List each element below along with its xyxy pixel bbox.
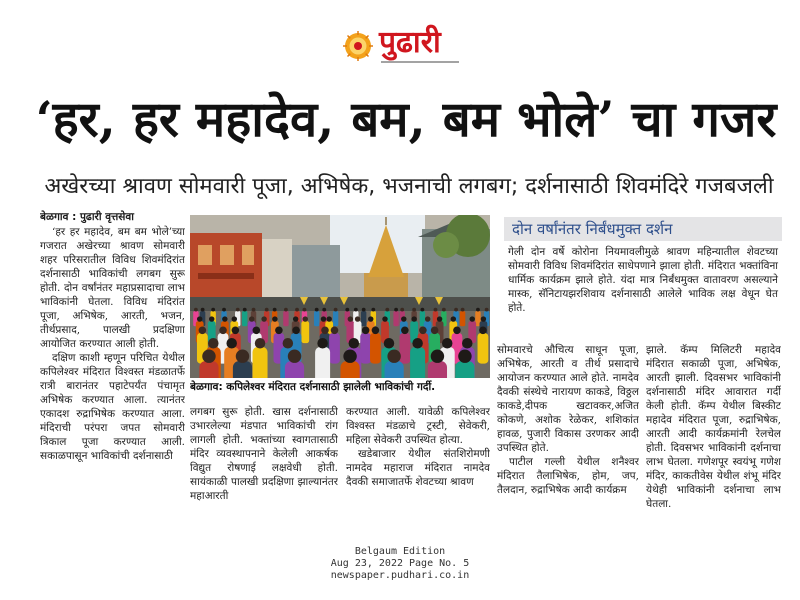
crowd-photo — [190, 215, 490, 378]
article-column-2 — [190, 405, 338, 523]
masthead-brand: पुढारी — [379, 25, 441, 60]
photo-caption: बेळगाव: कपिलेश्वर मंदिरात दर्शनासाठी झालेली भाविकांची गर्दी. — [190, 381, 436, 393]
body-paragraph: झाले. कॅम्प मिलिटरी महादेव मंदिरात सकाळी पूजा, अभिषेक, आरती झाली. दिवसभर भाविकांनी दर्शनासाठी मंदिर आवारात गर्दी केली होती. कॅम्प येथील बिस्कीट महादेव मंदिरात पूजा, रुद्राभिषेक, आरती आदी कार्यक्रमांनी रेलचेल होती. दिवसभर भाविकांनी दर्शनाचा लाभ घेतला. गणेशपूर स्वयंभू गणेश मंदिर, काकतीवेस येथील शंभू मंदिर येथेही भाविकांनी दर्शनाचा लाभ घेतला. — [646, 344, 781, 510]
footer-edition: Belgaum Edition — [354, 546, 446, 557]
crowd-photo-image — [190, 215, 490, 378]
edition-footer — [0, 546, 800, 582]
masthead-emblem-icon — [342, 30, 374, 62]
article-column-1 — [40, 225, 185, 523]
body-paragraph: पाटील गल्ली येथील शनैश्वर मंदिरात तैलाभिषेक, होम, जप, तैलदान, रुद्राभिषेक आदी कार्यक्रम — [497, 456, 639, 496]
body-paragraph: दक्षिण काशी म्हणून परिचित येथील कपिलेश्वर मंदिरात विश्वस्त मंडळातर्फे रात्री बारानंतर पहाटेपर्यंत पंचामृत अभिषेक करण्यात आला. त्यानंतर एकादश रुद्राभिषेक करण्यात आला. मंदिराची परंपरा जपत सोमवारी त्रिकाल पूजा करण्यात आली. सकाळपासून भाविकांची दर्शनासाठी — [40, 352, 185, 462]
body-paragraph: सोमवारचे औचित्य साधून पूजा, अभिषेक, आरती व तीर्थ प्रसादाचे आयोजन करण्यात आले होते. नामदेव दैवकी संस्थेचे नारायण काकडे, विठ्ठल काकडे,दीपक खटावकर,अजित कोकणे, अशोक रेळेकर, शशिकांत हावळ, पुजारी विकास उरणकर आदी उपस्थित होते. — [497, 344, 639, 454]
footer-date-page: Aug 23, 2022 Page No. 5 — [330, 558, 470, 569]
body-paragraph: लगबग सुरू होती. खास दर्शनासाठी उभारलेल्या मंडपात भाविकांची रांग लागली होती. भक्तांच्या स्वागतासाठी मंदिर व्यवस्थापनाने केलेली आकर्षक विद्युत रोषणाई लक्षवेधी होती. सायंकाळी पालखी प्रदक्षिणा झाल्यानंतर महाआरती — [190, 406, 338, 502]
masthead-tagline — [381, 61, 459, 63]
article-column-5 — [646, 343, 781, 523]
body-paragraph: खडेबाजार येथील संतशिरोमणी नामदेव महाराज मंदिरात नामदेव दैवकी समाजातर्फे शेवटच्या श्रावण — [346, 448, 490, 488]
sidebar-box — [504, 217, 782, 333]
masthead — [342, 26, 468, 66]
subheadline-text: अखेरच्या श्रावण सोमवारी पूजा, अभिषेक, भजनाची लगबग; दर्शनासाठी शिवमंदिरे गजबजली — [44, 174, 774, 199]
dateline: बेळगाव : पुढारी वृत्तसेवा — [40, 211, 134, 223]
headline-text: ‘हर, हर महादेव, बम, बम भोले’ चा गजर — [35, 90, 777, 148]
sidebar-title: दोन वर्षांनंतर निर्बंधमुक्त दर्शन — [504, 217, 782, 241]
sidebar-body: गेली दोन वर्षे कोरोना नियमावलीमुळे श्रावण महिन्यातील शेवटच्या सोमवारी विविध शिवमंदिरांत साधेपणाने झाला होती. मंदिरात भक्तांविना धार्मिक कार्यक्रम झाले होते. यंदा मात्र निर्बंधमुक्त वातावरण असल्याने मास्क, सॅनिटायझरशिवाय दर्शनासाठी आलेले भाविक लक्ष वेधून घेत होते. — [508, 246, 778, 314]
headline — [30, 80, 782, 158]
article-column-3 — [346, 405, 490, 523]
body-paragraph: ‘हर हर महादेव, बम बम भोले’च्या गजरात अखेरच्या श्रावण सोमवारी शहर परिसरातील विविध शिवमंदिरांत दर्शनासाठी भाविकांची लगबग सुरू होती. दोन वर्षांनंतर महाप्रसादाचा लाभ भाविकांनी घेतला. विविध मंदिरांत पूजा, अभिषेक, आरती, भजन, तीर्थप्रसाद, पालखी प्रदक्षिणा आयोजित करण्यात आली होती. — [40, 226, 185, 350]
subheadline — [36, 168, 782, 206]
footer-site: newspaper.pudhari.co.in — [330, 570, 470, 581]
body-paragraph: करण्यात आली. यावेळी कपिलेश्वर विश्वस्त मंडळाचे ट्रस्टी, सेवेकरी, महिला सेवेकरी उपस्थित होत्या. — [346, 406, 490, 446]
article-column-4 — [497, 343, 639, 523]
